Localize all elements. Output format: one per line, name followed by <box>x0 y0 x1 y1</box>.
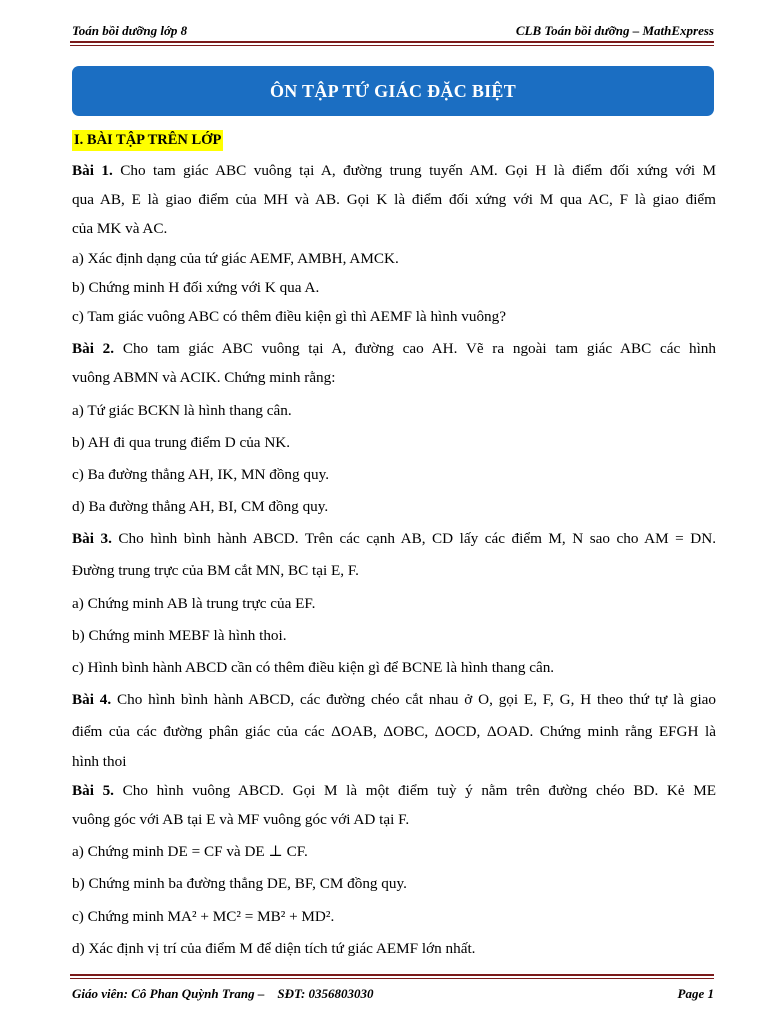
problem-line: hình thoi <box>72 752 127 770</box>
problem-line: b) Chứng minh H đối xứng với K qua A. <box>72 278 320 296</box>
problem-line: d) Xác định vị trí của điểm M để diện tích tứ giác AEMF lớn nhất. <box>72 939 476 957</box>
problem-3 <box>72 524 716 682</box>
footer-bar <box>72 984 714 1004</box>
problem-line: c) Hình bình hành ABCD cần có thêm điều kiện gì để BCNE là hình thang cân. <box>72 659 555 676</box>
problem-label: Bài 2. <box>72 340 115 358</box>
header-bar <box>72 20 714 42</box>
problem-line: a) Chứng minh DE = CF và DE ⊥ CF. <box>72 843 308 861</box>
problem-label: Bài 5. <box>72 781 114 799</box>
header-rule <box>70 41 714 43</box>
problem-label: Bài 4. <box>72 691 112 709</box>
problem-line: Đường trung trực của BM cắt MN, BC tại E, F. <box>72 562 359 580</box>
problem-line: a) Xác định dạng của tứ giác AEMF, AMBH, AMCK. <box>72 249 399 267</box>
problem-text: Cho hình bình hành ABCD. Trên các cạnh AB, CD lấy các điểm M, N sao cho AM = DN. <box>118 530 716 548</box>
problem-line: c) Tam giác vuông ABC có thêm điều kiện gì thì AEMF là hình vuông? <box>72 307 506 325</box>
problem-line: c) Chứng minh MA² + MC² = MB² + MD². <box>72 907 335 925</box>
problem-5 <box>72 776 716 963</box>
problem-line: a) Tứ giác BCKN là hình thang cân. <box>72 401 292 419</box>
problem-4 <box>72 685 716 776</box>
footer-rule-thin <box>70 978 714 979</box>
title-banner <box>72 66 714 116</box>
problem-label: Bài 1. <box>72 162 113 179</box>
header-left-text: Toán bồi dưỡng lớp 8 <box>72 23 188 38</box>
problem-line: d) Ba đường thẳng AH, BI, CM đồng quy. <box>72 498 329 516</box>
footer-rule <box>70 974 714 976</box>
problem-text: Cho tam giác ABC vuông tại A, đường trung tuyến AM. Gọi H là điểm đối xứng với M <box>120 162 716 179</box>
section-heading: I. BÀI TẬP TRÊN LỚP <box>72 130 223 151</box>
problem-line <box>72 685 716 714</box>
problem-line <box>72 156 716 185</box>
problem-line <box>72 334 716 363</box>
problem-text: Cho hình vuông ABCD. Gọi M là một điểm tuỳ ý nằm trên đường chéo BD. Kẻ ME <box>122 781 716 799</box>
problem-1 <box>72 156 716 331</box>
page-title: ÔN TẬP TỨ GIÁC ĐẶC BIỆT <box>269 80 517 101</box>
problem-line: vuông góc với AB tại E và MF vuông góc với AD tại F. <box>72 810 410 828</box>
problem-line: qua AB, E là giao điểm của MH và AB. Gọi K là điểm đối xứng với M qua AC, F là giao điểm <box>72 191 716 209</box>
problem-line: điểm của các đường phân giác của các ΔOAB, ΔOBC, ΔOCD, ΔOAD. Chứng minh rằng EFGH là <box>72 723 716 741</box>
problem-line: vuông ABMN và ACIK. Chứng minh rằng: <box>72 369 336 387</box>
problem-line: c) Ba đường thẳng AH, IK, MN đồng quy. <box>72 465 329 483</box>
problem-line <box>72 776 716 805</box>
problem-label: Bài 3. <box>72 530 112 548</box>
problem-line: b) Chứng minh MEBF là hình thoi. <box>72 626 287 644</box>
problem-2 <box>72 334 716 521</box>
problem-line: b) Chứng minh ba đường thẳng DE, BF, CM đồng quy. <box>72 875 407 893</box>
problem-line: a) Chứng minh AB là trung trực của EF. <box>72 594 316 612</box>
problem-text: Cho tam giác ABC vuông tại A, đường cao AH. Vẽ ra ngoài tam giác ABC các hình <box>122 340 716 358</box>
problem-line: b) AH đi qua trung điểm D của NK. <box>72 433 291 451</box>
header-rule-thin <box>70 45 714 46</box>
problem-line <box>72 524 716 553</box>
main-content <box>72 130 716 963</box>
header-right-text: CLB Toán bồi dưỡng – MathExpress <box>515 23 714 38</box>
footer-left-text: Giáo viên: Cô Phan Quỳnh Trang – SĐT: 0356803030 <box>72 986 374 1001</box>
problem-text: Cho hình bình hành ABCD, các đường chéo cắt nhau ở O, gọi E, F, G, H theo thứ tự là giao <box>116 691 716 709</box>
problem-line: của MK và AC. <box>72 220 168 238</box>
page-number: Page 1 <box>677 986 714 1001</box>
